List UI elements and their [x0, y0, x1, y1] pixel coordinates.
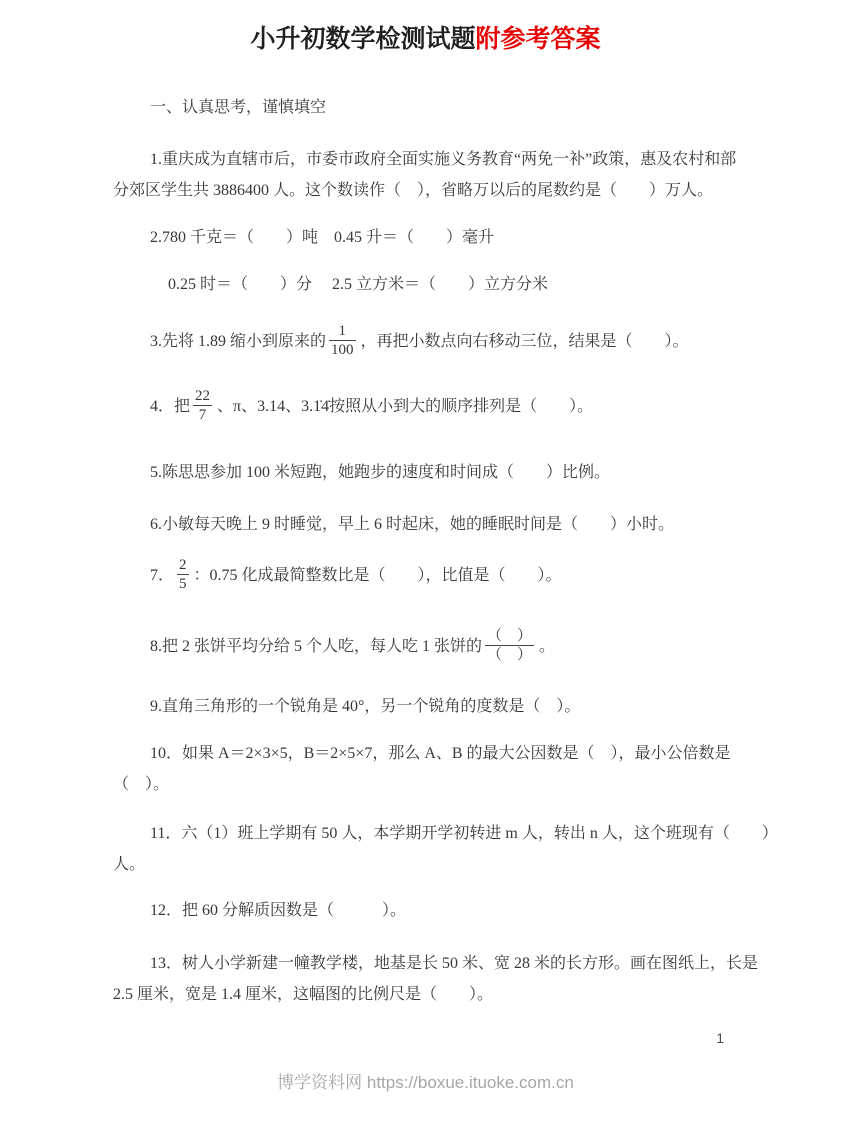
question-text: 2.5 厘米，宽是 1.4 厘米，这幅图的比例尺是（ ）。 [113, 986, 494, 1003]
fraction [329, 322, 356, 359]
question-7-line-1 [113, 556, 737, 597]
question-6-line-1 [113, 509, 737, 540]
question-2-line-2 [113, 269, 737, 300]
question-text: 10．如果 A＝2×3×5，B＝2×5×7，那么 A、B 的最大公因数是（ ），最小公倍数是 [150, 745, 731, 762]
question-text: 、π、3.14、3.1̇4̇按照从小到大的顺序排列是（ ）。 [217, 398, 594, 416]
question-text: 5.陈思思参加 100 米短跑，她跑步的速度和时间成（ ）比例。 [150, 464, 611, 481]
question-7 [113, 556, 737, 597]
fraction-numerator: 2 [179, 557, 187, 573]
question-9-line-1 [113, 691, 737, 722]
question-text: 7． [150, 567, 175, 585]
fraction-denominator: 7 [193, 405, 212, 424]
question-10 [113, 738, 737, 800]
question-4-line-1 [113, 387, 737, 428]
fraction-denominator: （ ） [487, 647, 533, 663]
question-text: 分郊区学生共 3886400 人。这个数读作（ ），省略万以后的尾数约是（ ）万人。 [113, 182, 714, 199]
question-11-line-1 [113, 818, 778, 849]
watermark [0, 1068, 851, 1093]
fraction [193, 387, 212, 424]
page-number: 1 [716, 1030, 724, 1046]
question-6 [113, 509, 737, 540]
section-heading: 一、认真思考，谨慎填空 [150, 99, 327, 116]
question-text: 6.小敏每天晚上 9 时睡觉，早上 6 时起床，她的睡眠时间是（ ）小时。 [150, 516, 675, 533]
fraction-denominator: 100 [331, 342, 354, 358]
question-text: 9.直角三角形的一个锐角是 40°，另一个锐角的度数是（ ）。 [150, 698, 581, 715]
question-10-line-1 [113, 738, 737, 769]
fraction-numerator: （ ） [487, 628, 533, 644]
question-12 [113, 895, 737, 926]
question-text: 11．六（1）班上学期有 50 人，本学期开学初转进 m 人，转出 n 人，这个班现有（ ） [150, 825, 778, 842]
question-text: 。 [539, 638, 556, 656]
question-5-line-1 [113, 457, 737, 488]
questions [113, 144, 778, 1010]
question-13 [113, 948, 759, 1010]
question-10-line-2 [113, 769, 737, 800]
question-text: 8.把 2 张饼平均分给 5 个人吃，每人吃 1 张饼的 [150, 638, 483, 656]
fraction-numerator: 1 [338, 323, 347, 339]
question-11 [113, 818, 778, 880]
question-13-line-2 [113, 979, 737, 1010]
question-3 [113, 322, 737, 363]
question-4 [113, 387, 737, 428]
title-main: 小升初数学检测试题 [250, 25, 476, 53]
fraction-numerator: 22 [195, 388, 211, 404]
title-answer-suffix: 附参考答案 [475, 25, 601, 53]
question-2 [113, 222, 737, 300]
question-1-line-2 [113, 175, 737, 206]
question-text: 0.25 时＝（ ）分 2.5 立方米＝（ ）立方分米 [168, 276, 549, 293]
question-text: 13．树人小学新建一幢教学楼，地基是长 50 米、宽 28 米的长方形。画在图纸上，长是 [150, 955, 759, 972]
question-1-line-1 [113, 144, 737, 175]
question-3-line-1 [113, 322, 737, 363]
fraction [485, 627, 534, 664]
question-9 [113, 691, 737, 722]
question-text: （ ）。 [113, 776, 170, 793]
document-body [113, 92, 778, 1010]
question-text: 4．把 [150, 398, 191, 416]
question-1 [113, 144, 737, 206]
question-11-line-2 [113, 849, 737, 880]
watermark-text: 博学资料网 https://boxue.ituoke.com.cn [277, 1073, 574, 1092]
question-text: 人。 [113, 856, 146, 873]
question-text: ，再把小数点向右移动三位，结果是（ ）。 [360, 333, 689, 351]
question-8-line-1 [113, 627, 737, 668]
question-text: 1.重庆成为直辖市后，市委市政府全面实施义务教育“两免一补”政策，惠及农村和部 [150, 151, 737, 168]
document-title [0, 0, 851, 55]
question-12-line-1 [113, 895, 737, 926]
question-text: ：0.75 化成最简整数比是（ ），比值是（ ）。 [193, 567, 562, 585]
question-text: 2.780 千克＝（ ）吨 0.45 升＝（ ）毫升 [150, 229, 495, 246]
question-13-line-1 [113, 948, 759, 979]
question-8 [113, 627, 737, 668]
question-text: 3.先将 1.89 缩小到原来的 [150, 333, 327, 351]
question-text: 12．把 60 分解质因数是（ ）。 [150, 902, 407, 919]
question-5 [113, 457, 737, 488]
fraction [177, 556, 189, 593]
fraction-denominator: 5 [179, 576, 187, 592]
question-2-line-1 [113, 222, 737, 253]
